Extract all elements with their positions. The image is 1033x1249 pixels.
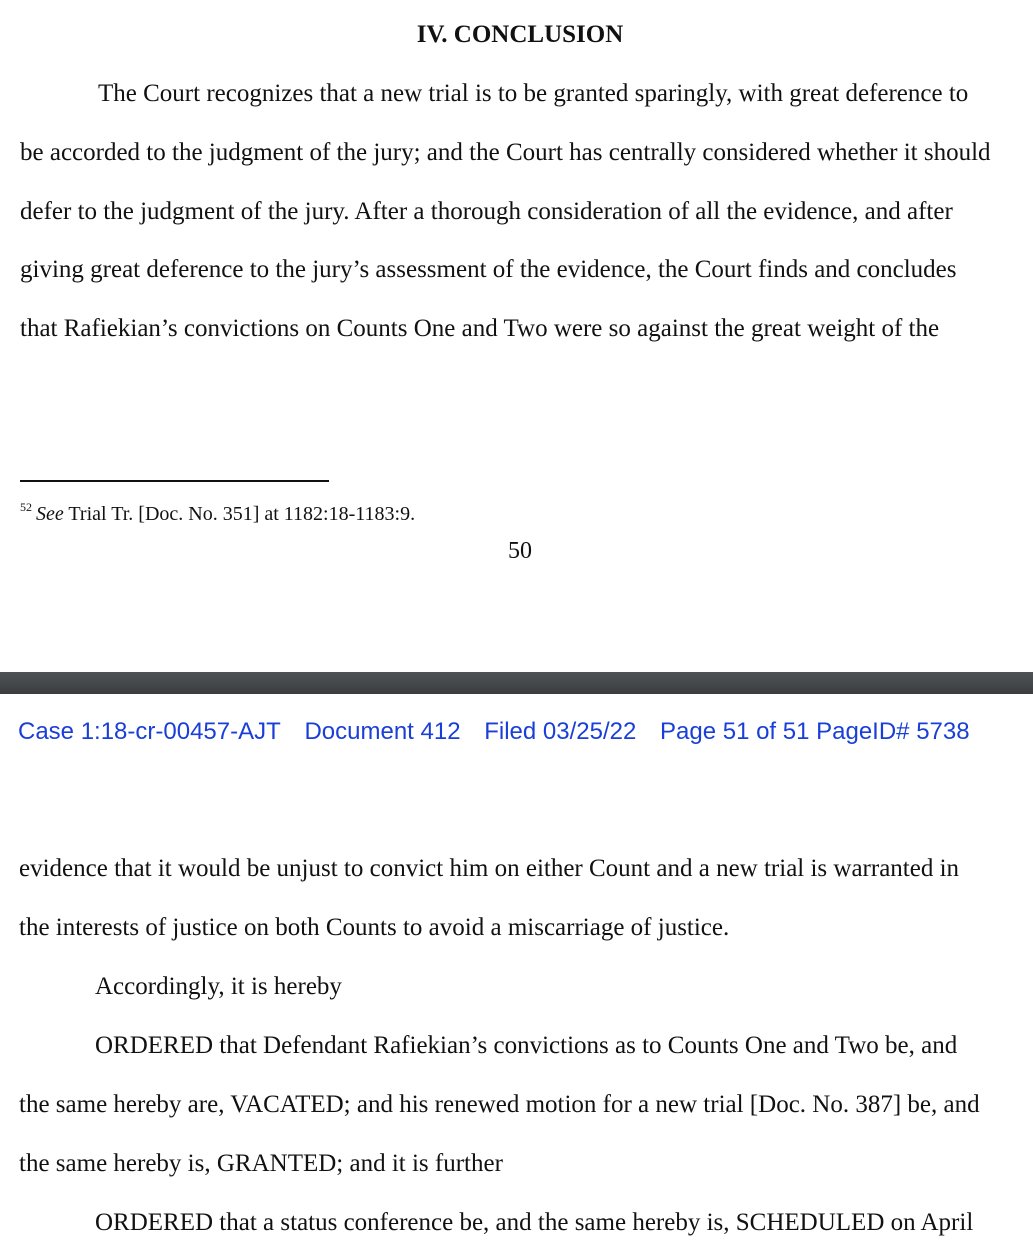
footnote-number: 52	[20, 500, 32, 514]
body-line: the same hereby are, VACATED; and his renewed motion for a new trial [Doc. No. 387] be, and	[19, 1091, 980, 1118]
document-number: Document 412	[304, 718, 461, 745]
body-line: Accordingly, it is hereby	[95, 973, 342, 1000]
court-filing-header	[18, 716, 1028, 748]
body-line: evidence that it would be unjust to convict him on either Count and a new trial is warranted in	[19, 855, 960, 882]
footnote-text: Trial Tr. [Doc. No. 351] at 1182:18-1183:9.	[63, 503, 416, 525]
footnote-see: See	[36, 503, 64, 525]
body-line: that Rafiekian’s convictions on Counts One and Two were so against the great weight of the	[20, 315, 940, 342]
body-line: the same hereby is, GRANTED; and it is further	[19, 1150, 503, 1177]
body-line: ORDERED that Defendant Rafiekian’s convictions as to Counts One and Two be, and	[95, 1032, 958, 1059]
case-number: Case 1:18-cr-00457-AJT	[18, 718, 281, 745]
body-line: The Court recognizes that a new trial is to be granted sparingly, with great deference to	[98, 80, 969, 107]
body-line: the interests of justice on both Counts to avoid a miscarriage of justice.	[19, 914, 730, 941]
filed-date: Filed 03/25/22	[484, 718, 637, 745]
page-number: 50	[508, 538, 532, 564]
footnote	[20, 494, 415, 527]
body-line: giving great deference to the jury’s assessment of the evidence, the Court finds and concludes	[20, 256, 957, 283]
body-line: ORDERED that a status conference be, and the same hereby is, SCHEDULED on April	[95, 1209, 974, 1236]
page-id: Page 51 of 51 PageID# 5738	[660, 718, 970, 745]
body-line: defer to the judgment of the jury. After a thorough consideration of all the evidence, and after	[20, 198, 953, 225]
body-line: be accorded to the judgment of the jury; and the Court has centrally considered whether it should	[20, 139, 991, 166]
page-separator	[0, 672, 1033, 694]
section-heading: IV. CONCLUSION	[416, 21, 624, 48]
footnote-divider	[20, 480, 329, 482]
